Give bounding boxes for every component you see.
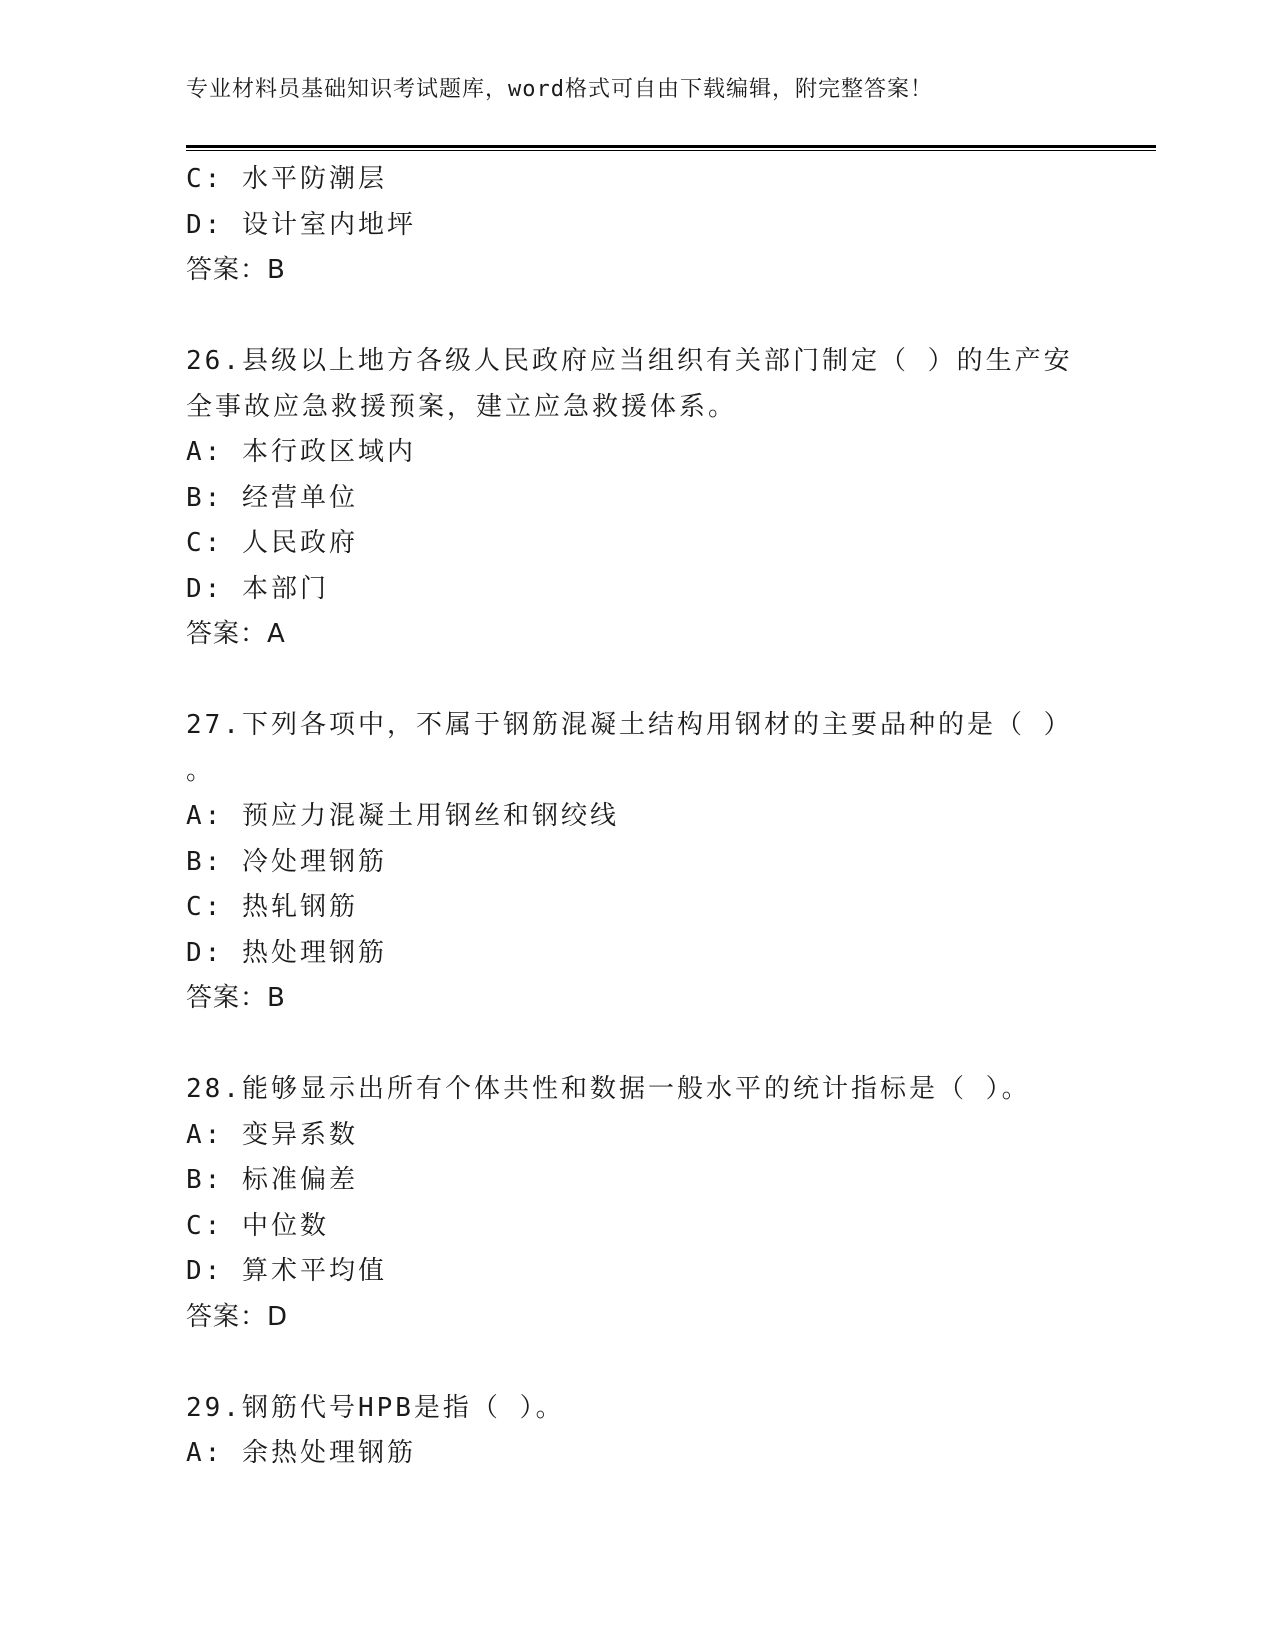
option-key: C:	[186, 164, 224, 194]
option-text: 经营单位	[241, 482, 358, 513]
option-key: B:	[186, 1165, 224, 1195]
option-text: 算术平均值	[241, 1256, 387, 1286]
option-c	[186, 157, 1086, 203]
option-b	[186, 1158, 1086, 1204]
option-b	[186, 840, 1086, 886]
option-text: 人民政府	[241, 528, 358, 558]
option-key: B:	[186, 846, 224, 877]
option-key: C:	[186, 892, 224, 922]
question-stem: 28.能够显示出所有个体共性和数据一般水平的统计指标是（ ）。	[186, 1074, 1031, 1104]
question-stem: 26.县级以上地方各级人民政府应当组织有关部门制定（ ）的生产安	[186, 346, 1073, 376]
question-stem: 27.下列各项中，不属于钢筋混凝土结构用钢材的主要品种的是（ ）	[186, 710, 1073, 740]
option-c	[186, 521, 1086, 567]
option-d	[186, 1249, 1086, 1295]
header-rule-thin	[186, 150, 1156, 151]
option-b	[186, 476, 1086, 522]
option-a	[186, 1113, 1086, 1159]
page-header: 专业材料员基础知识考试题库，word格式可自由下载编辑，附完整答案！	[186, 77, 933, 102]
option-c	[186, 885, 1086, 931]
option-text: 本行政区域内	[241, 437, 416, 467]
option-text: 本部门	[241, 573, 329, 604]
question-stem-continued: 全事故应急救援预案，建立应急救援体系。	[186, 391, 738, 422]
header-rule-thick	[186, 145, 1156, 148]
option-key: A:	[186, 437, 224, 467]
question-27	[186, 703, 1086, 1022]
option-key: A:	[186, 1438, 224, 1468]
option-key: A:	[186, 801, 224, 831]
question-content	[186, 157, 1086, 1477]
option-key: C:	[186, 1210, 224, 1241]
option-text: 冷处理钢筋	[241, 846, 387, 877]
option-d	[186, 203, 1086, 249]
question-28	[186, 1067, 1086, 1340]
question-stem: 29.钢筋代号HPB是指（ ）。	[186, 1392, 565, 1423]
answer-line: 答案：D	[186, 1301, 289, 1332]
option-a	[186, 430, 1086, 476]
option-text: 中位数	[241, 1210, 329, 1241]
option-a	[186, 1431, 1086, 1477]
option-text: 水平防潮层	[241, 164, 387, 194]
option-d	[186, 567, 1086, 613]
option-text: 设计室内地坪	[241, 209, 416, 240]
option-a	[186, 794, 1086, 840]
question-29	[186, 1386, 1086, 1477]
option-d	[186, 931, 1086, 977]
option-c	[186, 1204, 1086, 1250]
question-26	[186, 339, 1086, 658]
option-text: 热轧钢筋	[241, 892, 358, 922]
option-text: 余热处理钢筋	[241, 1438, 416, 1468]
option-key: D:	[186, 937, 224, 968]
option-key: B:	[186, 482, 224, 513]
option-text: 预应力混凝土用钢丝和钢绞线	[241, 801, 619, 831]
option-key: D:	[186, 209, 224, 240]
spacer	[186, 1340, 1086, 1386]
option-key: D:	[186, 573, 224, 604]
spacer	[186, 658, 1086, 704]
answer-line: 答案：B	[186, 983, 286, 1013]
question-25-continuation	[186, 157, 1086, 294]
spacer	[186, 294, 1086, 340]
option-text: 变异系数	[241, 1119, 358, 1150]
option-key: C:	[186, 528, 224, 558]
option-key: A:	[186, 1119, 224, 1150]
option-text: 热处理钢筋	[241, 937, 387, 968]
question-stem-continued: 。	[186, 755, 216, 786]
spacer	[186, 1022, 1086, 1068]
answer-line: 答案：B	[186, 255, 286, 285]
option-key: D:	[186, 1256, 224, 1286]
option-text: 标准偏差	[241, 1165, 358, 1195]
answer-line: 答案：A	[186, 619, 286, 649]
